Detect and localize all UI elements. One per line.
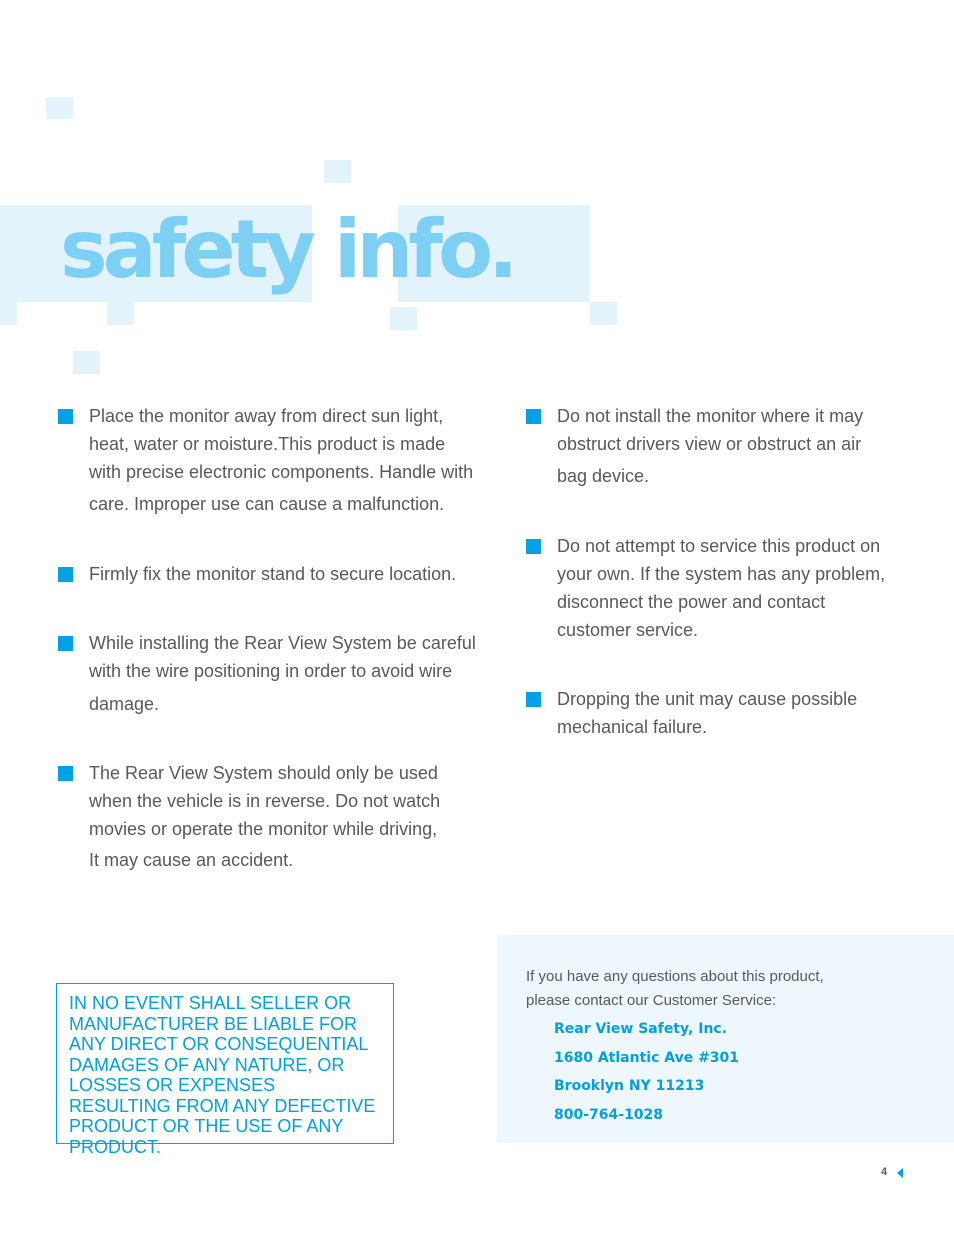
contact-intro: [526, 965, 946, 1013]
item-line: with precise electronic components. Handle with: [89, 462, 474, 482]
bullet-square-icon: [526, 692, 541, 707]
decor-square: [46, 97, 73, 119]
item-line: damage.: [89, 694, 160, 714]
list-item: [526, 685, 926, 741]
bullet-square-icon: [526, 409, 541, 424]
decor-square: [0, 300, 17, 325]
list-item: [526, 532, 926, 644]
list-item: [58, 560, 506, 588]
contact-box: [497, 935, 954, 1143]
item-line: with the wire positioning in order to avoid wire: [89, 661, 453, 681]
item-line: Do not install the monitor where it may: [557, 406, 864, 426]
item-line: While installing the Rear View System be careful: [89, 633, 476, 653]
contact-city: Brooklyn NY 11213: [554, 1078, 705, 1095]
safety-list-left: [58, 402, 506, 874]
item-line: Do not attempt to service this product on: [557, 536, 881, 556]
item-line: Firmly fix the monitor stand to secure location.: [89, 564, 457, 584]
contact-phone: 800-764-1028: [554, 1107, 664, 1124]
decor-square: [107, 300, 134, 325]
item-line: Place the monitor away from direct sun light,: [89, 406, 444, 426]
item-line: when the vehicle is in reverse. Do not watch: [89, 791, 441, 811]
bullet-square-icon: [58, 636, 73, 651]
item-line: Dropping the unit may cause possible: [557, 689, 858, 709]
item-line: The Rear View System should only be used: [89, 763, 438, 783]
item-line: heat, water or moisture.This product is made: [89, 434, 446, 454]
item-line: your own. If the system has any problem,: [557, 564, 886, 584]
bullet-square-icon: [58, 567, 73, 582]
item-line: mechanical failure.: [557, 717, 708, 737]
item-line: disconnect the power and contact: [557, 592, 826, 612]
list-item: [58, 402, 506, 518]
contact-intro-line: please contact our Customer Service:: [526, 992, 777, 1009]
decor-square: [390, 307, 417, 330]
contact-details: [554, 1018, 739, 1133]
liability-disclaimer: IN NO EVENT SHALL SELLER OR MANUFACTURER BE LIABLE FOR ANY DIRECT OR CONSEQUENTIAL DAMAGES OF ANY NATURE, OR LOSSES OR EXPENSES RESULTING FROM ANY DEFECTIVE PRODUCT OR THE USE OF ANY PRODUCT.: [56, 983, 394, 1144]
bullet-square-icon: [58, 409, 73, 424]
page-number: 4: [881, 1166, 888, 1178]
list-item: [58, 629, 506, 718]
contact-company: Rear View Safety, Inc.: [554, 1021, 728, 1037]
decor-square: [590, 302, 617, 325]
list-item: [58, 759, 506, 874]
page-title: safety info.: [60, 203, 514, 296]
item-line: obstruct drivers view or obstruct an air: [557, 434, 862, 454]
bullet-square-icon: [58, 766, 73, 781]
decor-square: [324, 160, 351, 183]
item-line: bag device.: [557, 466, 650, 486]
arrow-left-icon: [897, 1168, 903, 1178]
item-line: It may cause an accident.: [89, 850, 294, 870]
bullet-square-icon: [526, 539, 541, 554]
safety-list-right: [526, 402, 926, 741]
item-line: care. Improper use can cause a malfunction.: [89, 494, 445, 514]
contact-intro-line: If you have any questions about this product,: [526, 968, 824, 985]
item-line: customer service.: [557, 620, 699, 640]
list-item: [526, 402, 926, 490]
item-line: movies or operate the monitor while driving,: [89, 819, 438, 839]
decor-square: [73, 351, 100, 374]
contact-address: 1680 Atlantic Ave #301: [554, 1049, 740, 1066]
